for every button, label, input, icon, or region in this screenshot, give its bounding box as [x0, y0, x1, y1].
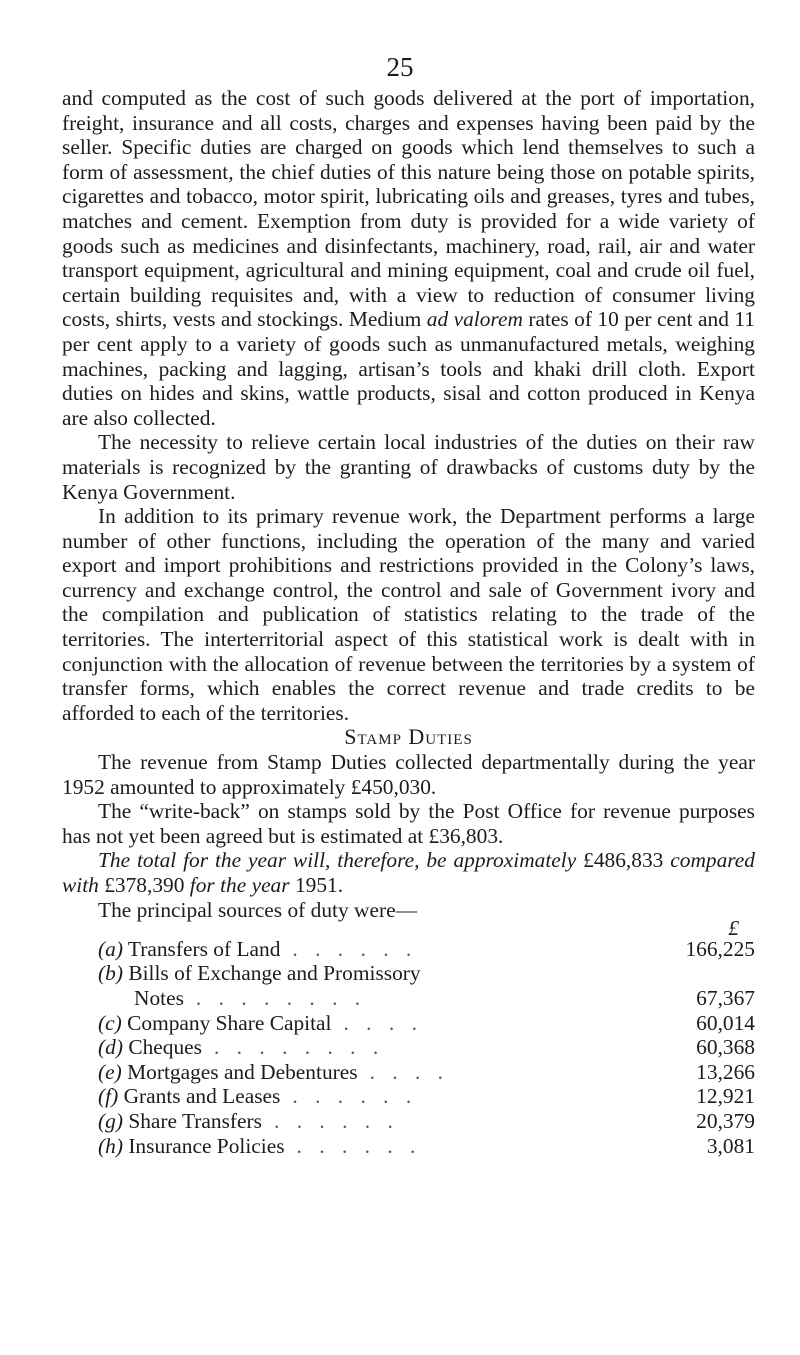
paragraph-text: and computed as the cost of such goods delivered at the port of importation, freight, insurance and all costs, charges and expenses having been paid by the seller. Specific duties are charged on goods which lend themselves to such a form of assessment, the chief duties of this nature being those on potable spirits, cigarettes and tobacco, motor spirit, lubricating oils and greases, tyres and tubes, matches and cement. Exemption from duty is provided for a wide variety of goods such as medicines and disinfectants, machinery, road, rail, air and water transport equipment, agricultural and mining equipment, coal and crude oil fuel, certain building requisites and, with a view to reduction of consumer living costs, shirts, vests and stockings. Medium	[62, 86, 755, 332]
item-amount: 60,368	[696, 1035, 755, 1060]
list-item-label	[62, 961, 421, 986]
total-text: for the year	[189, 873, 290, 897]
duty-sources-list	[62, 937, 755, 1158]
item-text: Insurance Policies	[128, 1133, 285, 1158]
list-item-label	[62, 986, 184, 1011]
list-item-label	[62, 1060, 358, 1085]
item-letter: (h)	[98, 1133, 123, 1158]
leader-dots: . . . . . .	[292, 936, 418, 961]
leader-dots: . . . . . . . .	[195, 985, 367, 1010]
item-text: Grants and Leases	[123, 1084, 281, 1109]
list-item-label	[62, 1084, 280, 1109]
list-item-label	[62, 1035, 202, 1060]
latin-term: ad valorem	[426, 307, 523, 332]
list-item-label	[62, 1134, 285, 1159]
list-item	[62, 986, 755, 1011]
paragraph-text: rates of 10 per cent and 11 per cent apply to a variety of goods such as unmanufactured metals, weighing machines, packing and lagging, artisan’s tools and khaki drill cloth. Export duties on hides and skins, wattle products, sisal and cotton produced in Kenya are also collected.	[62, 307, 755, 430]
body-text	[62, 86, 755, 1158]
leader-dots: . . . .	[343, 1010, 423, 1035]
item-amount: 60,014	[696, 1010, 755, 1035]
item-letter: (a)	[98, 936, 123, 961]
list-item-label	[62, 937, 280, 962]
item-text: Company Share Capital	[127, 1010, 332, 1035]
section-heading: Stamp Duties	[344, 724, 473, 750]
item-amount: 3,081	[706, 1133, 755, 1158]
list-item	[62, 1134, 755, 1159]
item-text: Share Transfers	[128, 1108, 262, 1133]
item-amount: 166,225	[685, 936, 755, 961]
page-number: 25	[386, 52, 414, 82]
leader-dots: . . . . . .	[274, 1108, 399, 1133]
item-letter: (f)	[98, 1084, 119, 1109]
item-amount: 67,367	[696, 985, 755, 1010]
list-item	[62, 1084, 755, 1109]
item-amount: 13,266	[696, 1059, 755, 1084]
total-amount-1952: £486,833	[576, 848, 671, 873]
leader-dots: . . . . . . . .	[213, 1035, 385, 1060]
currency-column-header: £	[728, 916, 739, 941]
paragraph-customs-duties	[62, 86, 755, 430]
paragraph-sources-intro: The principal sources of duty were—	[98, 897, 417, 922]
item-letter: (c)	[98, 1010, 122, 1035]
item-text: Mortgages and Debentures	[127, 1059, 358, 1084]
paragraph-total	[62, 848, 755, 897]
total-text: compared with	[62, 848, 755, 897]
list-item	[62, 961, 755, 986]
list-item	[62, 1011, 755, 1036]
item-letter: (d)	[98, 1035, 123, 1060]
item-letter: (g)	[98, 1108, 123, 1133]
item-letter: (e)	[98, 1059, 122, 1084]
item-text: Notes	[134, 985, 184, 1010]
paragraph-write-back: The “write-back” on stamps sold by the Post Office for revenue purposes has not yet been agreed but is estimated at £36,803.	[62, 799, 755, 848]
item-amount: 20,379	[696, 1108, 755, 1133]
total-amount-1951: £378,390	[98, 873, 190, 897]
leader-dots: . . . . . .	[292, 1084, 418, 1109]
item-letter: (b)	[98, 961, 123, 986]
item-text: Transfers of Land	[127, 936, 281, 961]
paragraph-stamp-revenue: The revenue from Stamp Duties collected departmentally during the year 1952 amounted to approximately £450,030.	[62, 750, 755, 799]
list-item	[62, 1035, 755, 1060]
list-item-label	[62, 1011, 331, 1036]
total-year: 1951.	[289, 873, 344, 897]
list-item	[62, 937, 755, 962]
item-amount: 12,921	[696, 1084, 755, 1109]
leader-dots: . . . .	[369, 1059, 450, 1084]
total-text: The total for the year will, therefore, be approximately	[98, 848, 577, 873]
paragraph-drawbacks: The necessity to relieve certain local industries of the duties on their raw materials is recognized by the granting of drawbacks of customs duty by the Kenya Government.	[62, 430, 755, 504]
leader-dots: . . . . . .	[296, 1133, 422, 1158]
item-text: Bills of Exchange and Promissory	[128, 961, 421, 986]
list-item-label	[62, 1109, 262, 1134]
item-text: Cheques	[128, 1035, 202, 1060]
list-item	[62, 1060, 755, 1085]
paragraph-other-functions: In addition to its primary revenue work, the Department performs a large number of other functions, including the operation of the many and varied export and import prohibitions and restrictions provided in the Colony’s laws, currency and exchange control, the control and sale of Government ivory and the compilation and publication of statistics relating to the trade of the territories. The interterritorial aspect of this statistical work is dealt with in conjunction with the allocation of revenue between the territories by a system of transfer forms, which enables the correct revenue and trade credits to be afforded to each of the territories.	[62, 504, 755, 725]
list-item	[62, 1109, 755, 1134]
